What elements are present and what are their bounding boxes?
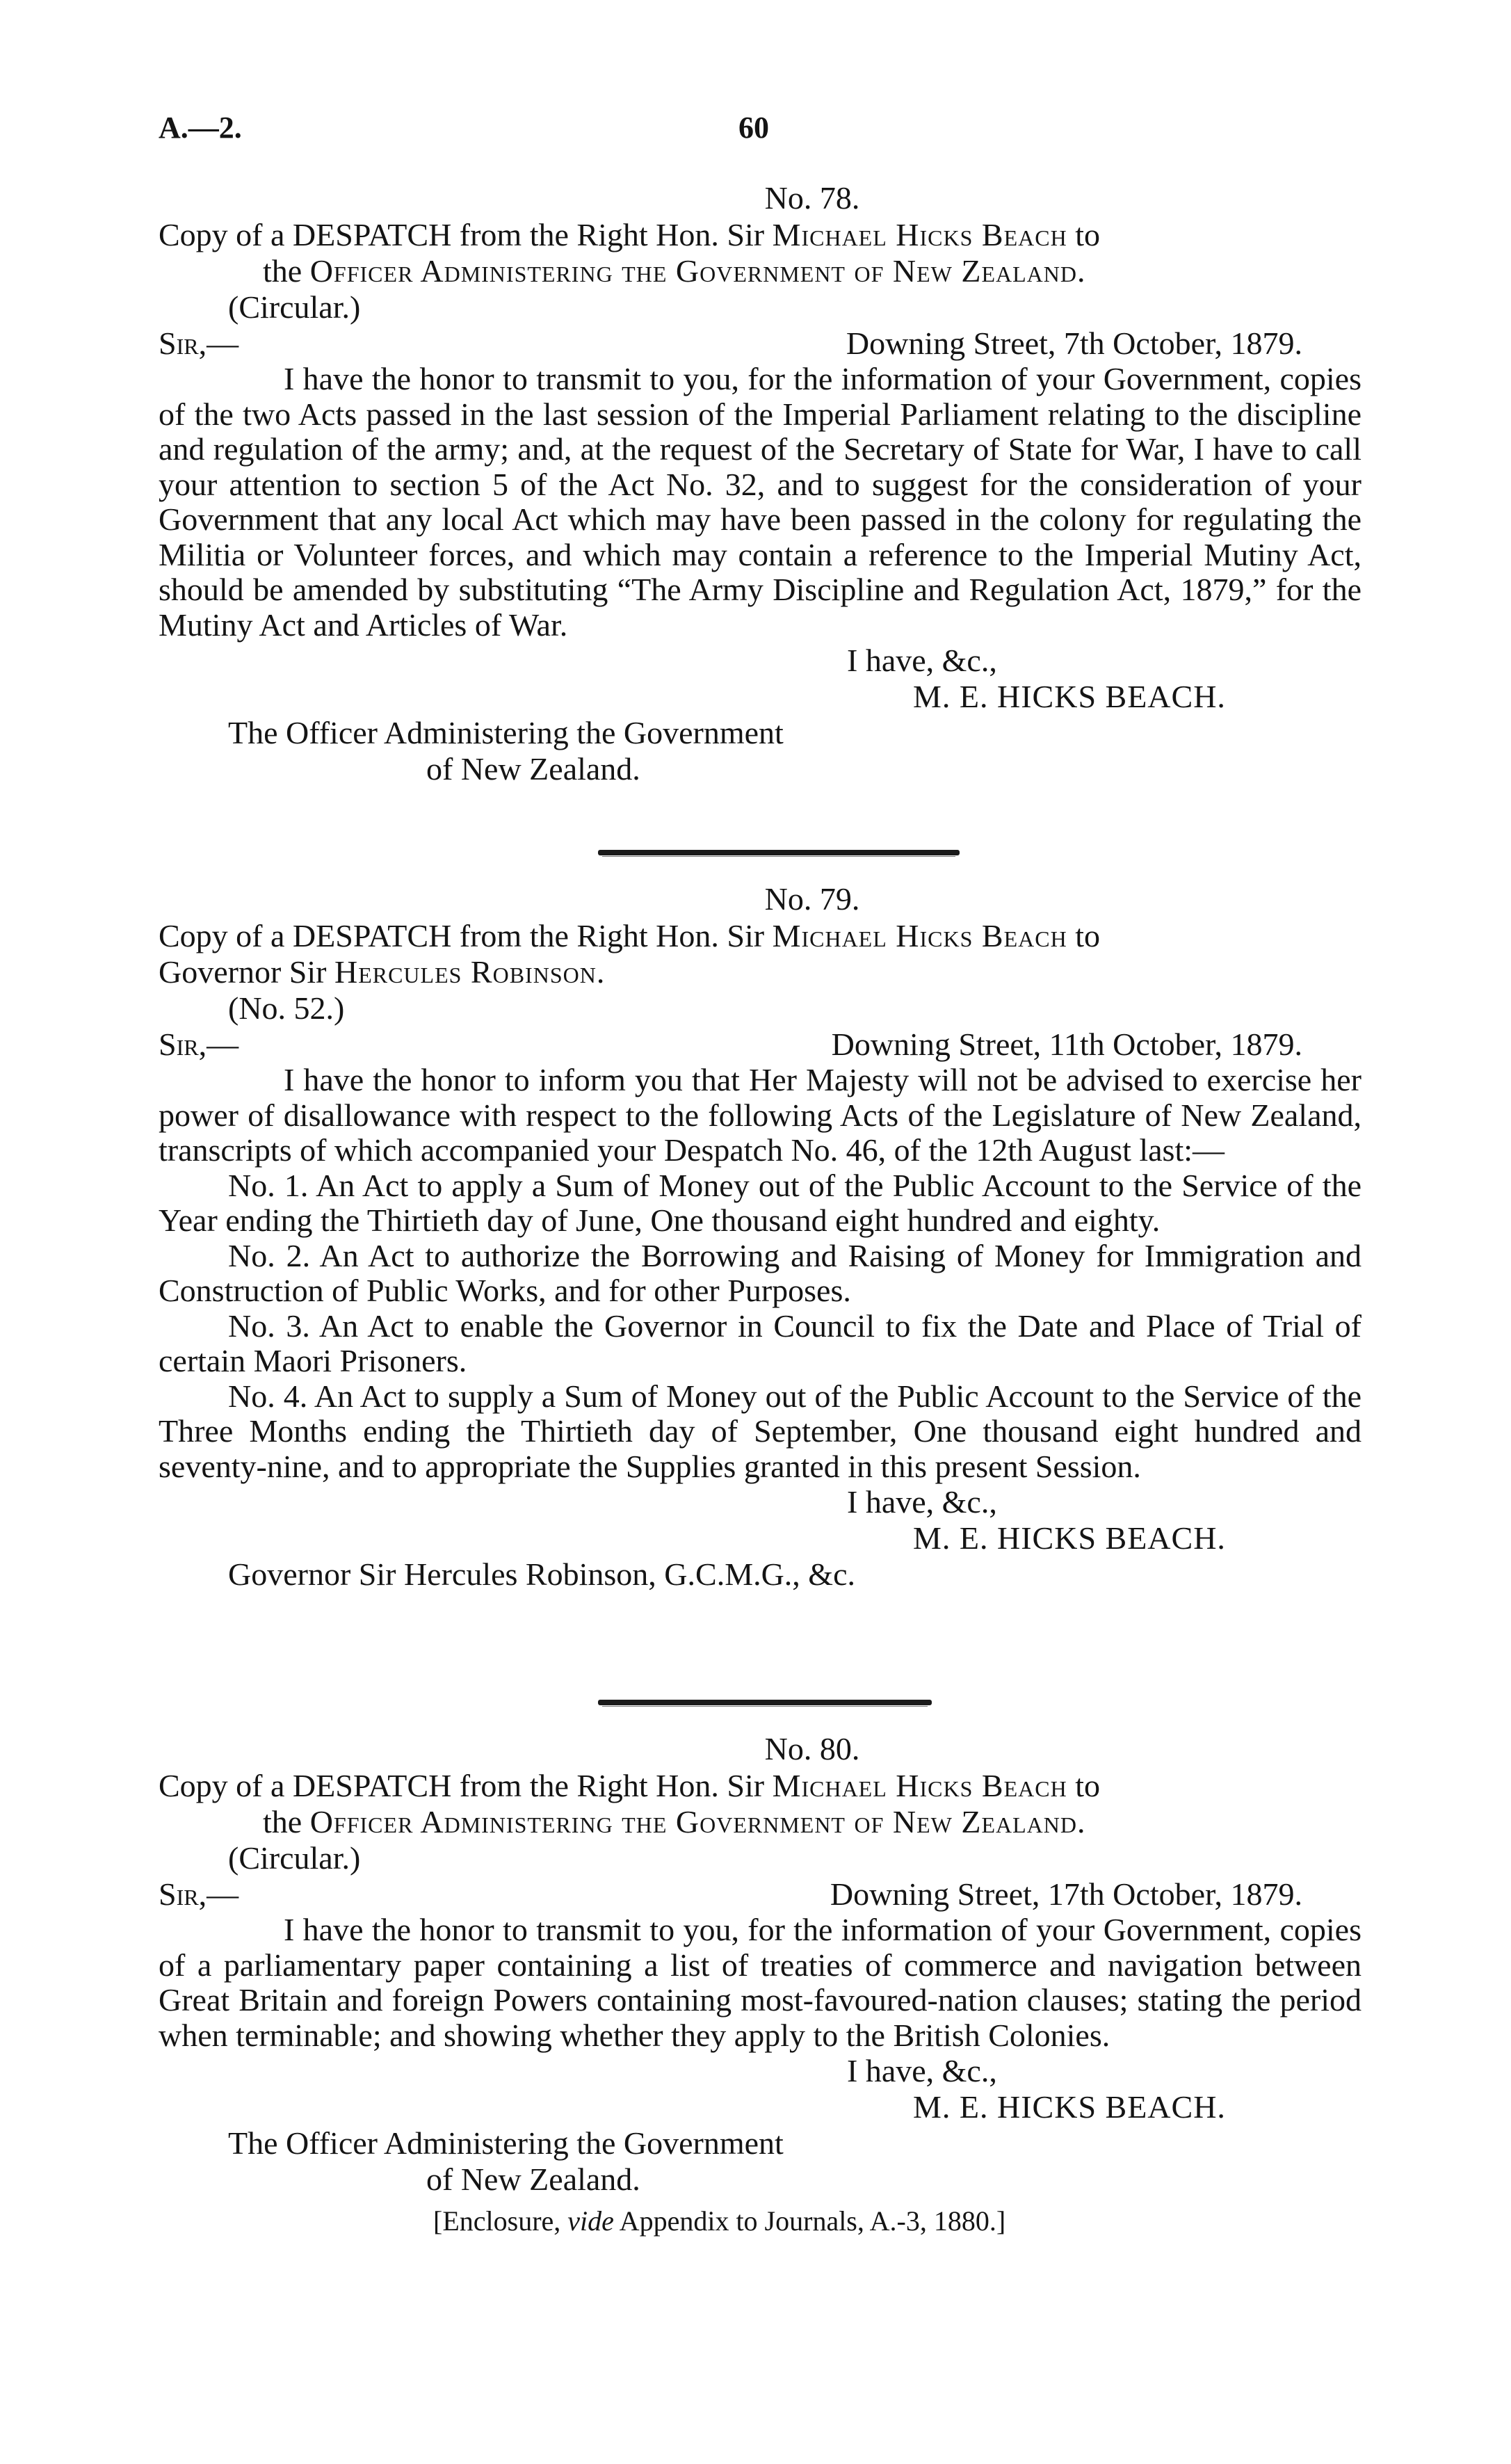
enclosure-note: [Enclosure, vide Appendix to Journals, A.-3, 1880.] — [433, 2205, 1006, 2237]
closing: I have, &c., — [847, 1484, 997, 1520]
act-item: No. 3. An Act to enable the Governor in Council to fix the Date and Place of Trial of certain Maori Prisoners. — [159, 1307, 1361, 1378]
series-label: A.—2. — [159, 111, 242, 145]
place-date: Downing Street, 11th October, 1879. — [831, 1026, 1302, 1062]
despatch-note: (Circular.) — [228, 289, 361, 325]
salutation: Sir,— — [159, 325, 239, 361]
despatch-title: Copy of a DESPATCH from the Right Hon. Sir Michael Hicks Beach to Governor Sir Hercules Robinson. — [159, 918, 1100, 990]
despatch-body: I have the honor to transmit to you, for the information of your Government, copies of the two Acts passed in the last session of the Imperial Parliament relating to the discipline and regulation of the army; and, at the request of the Secretary of State for War, I have to call your attention to section 5 of the Act No. 32, and to suggest for the consideration of your Government that any local Act which may have been passed in the colony for regulating the Militia or Volunteer forces, and which may contain a reference to the Imperial Mutiny Act, should be amended by substituting “The Army Discipline and Regulation Act, 1879,” for the Mutiny Act and Articles of War. — [159, 361, 1361, 643]
page-number: 60 — [738, 111, 769, 145]
despatch-note: (No. 52.) — [228, 990, 345, 1026]
salutation-line — [159, 325, 1361, 362]
despatch-number: No. 79. — [764, 881, 860, 917]
despatch-80 — [159, 1730, 1361, 2239]
place-date: Downing Street, 17th October, 1879. — [830, 1876, 1302, 1912]
section-divider — [598, 1700, 932, 1705]
despatch-body: I have the honor to transmit to you, for the information of your Government, copies of a parliamentary paper containing a list of treaties of commerce and navigation between Great Britain and foreign Powers containing most-favoured-nation clauses; stating the period when terminable; and showing whether they apply to the British Colonies. — [159, 1912, 1361, 2053]
closing: I have, &c., — [847, 643, 997, 678]
act-item: No. 2. An Act to authorize the Borrowing and Raising of Money for Immigration and Construction of Public Works, and for other Purposes. — [159, 1237, 1361, 1308]
section-divider — [598, 850, 960, 855]
signature: M. E. HICKS BEACH. — [913, 2089, 1226, 2125]
salutation: Sir,— — [159, 1026, 239, 1062]
despatch-title: Copy of a DESPATCH from the Right Hon. Sir Michael Hicks Beach to the Officer Administering the Government of New Zealand. — [159, 217, 1100, 289]
salutation-line — [159, 1026, 1361, 1063]
addressee-line-2: of New Zealand. — [426, 751, 640, 787]
signature: M. E. HICKS BEACH. — [913, 1520, 1226, 1556]
despatch-body: I have the honor to inform you that Her Majesty will not be advised to exercise her power of disallowance with respect to the following Acts of the Legislature of New Zealand, transcripts of which accompanied your Despatch No. 46, of the 12th August last:— — [159, 1062, 1361, 1168]
despatch-number: No. 80. — [764, 1731, 860, 1766]
addressee-line-1: The Officer Administering the Government — [228, 2125, 784, 2161]
act-item: No. 4. An Act to supply a Sum of Money out of the Public Account to the Service of the Three Months ending the Thirtieth day of September, One thousand eight hundred and seventy-nine, and to appropriate the Supplies granted in this present Session. — [159, 1378, 1361, 1484]
despatch-78 — [159, 179, 1361, 787]
despatch-title: Copy of a DESPATCH from the Right Hon. Sir Michael Hicks Beach to the Officer Administering the Government of New Zealand. — [159, 1768, 1100, 1839]
addressee-line-1: Governor Sir Hercules Robinson, G.C.M.G., &c. — [228, 1556, 856, 1592]
closing: I have, &c., — [847, 2053, 997, 2088]
act-item: No. 1. An Act to apply a Sum of Money out of the Public Account to the Service of the Year ending the Thirtieth day of June, One thousand eight hundred and eighty. — [159, 1167, 1361, 1238]
place-date: Downing Street, 7th October, 1879. — [846, 325, 1302, 361]
despatch-79 — [159, 880, 1361, 1593]
signature: M. E. HICKS BEACH. — [913, 679, 1226, 714]
despatch-note: (Circular.) — [228, 1840, 361, 1876]
addressee-line-1: The Officer Administering the Government — [228, 715, 784, 750]
despatch-number: No. 78. — [764, 180, 860, 216]
salutation: Sir,— — [159, 1876, 239, 1912]
addressee-line-2: of New Zealand. — [426, 2161, 640, 2197]
salutation-line — [159, 1876, 1361, 1913]
